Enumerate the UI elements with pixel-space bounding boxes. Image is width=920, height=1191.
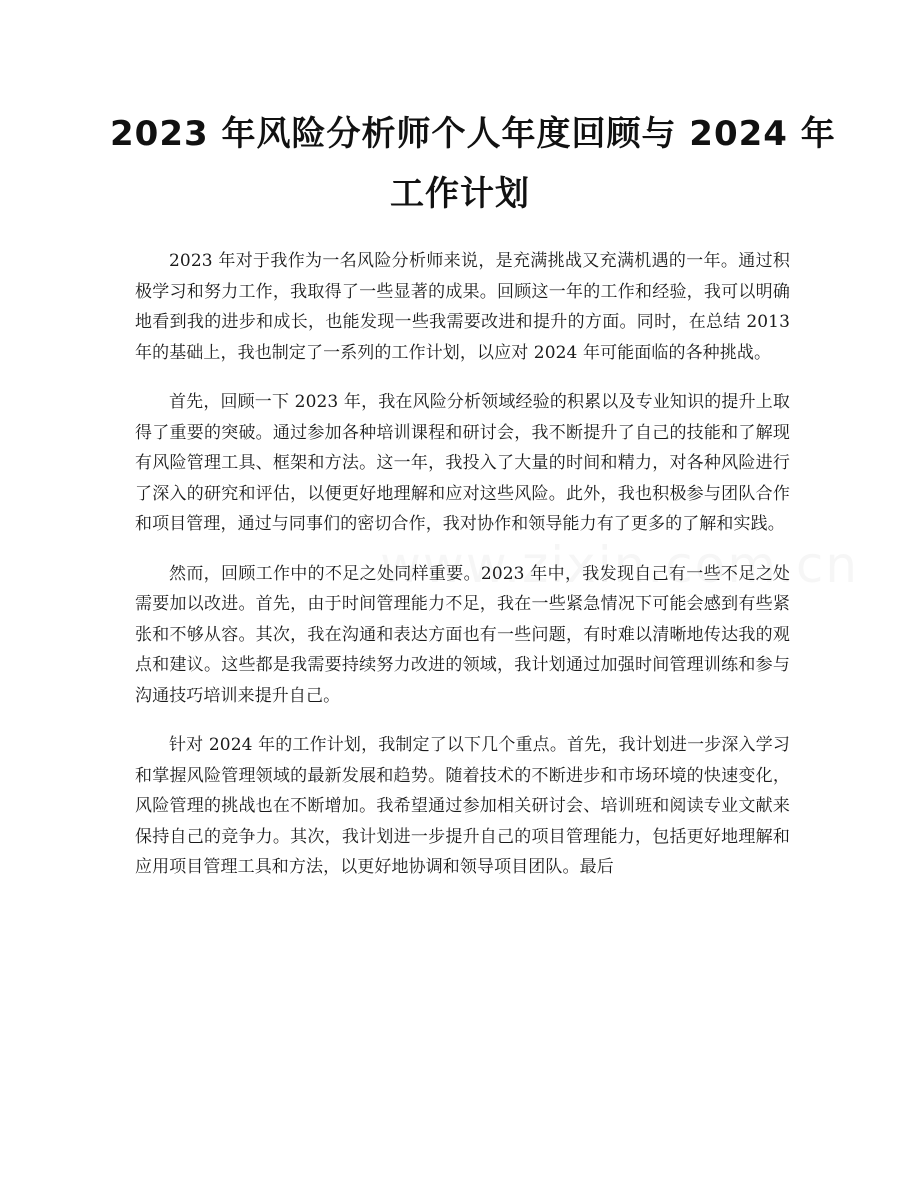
paragraph-review: 首先，回顾一下 2023 年，我在风险分析领域经验的积累以及专业知识的提升上取得了重要的突破。通过参加各种培训课程和研讨会，我不断提升了自己的技能和了解现有风险管理工具、框架和方法。这一年，我投入了大量的时间和精力，对各种风险进行了深入的研究和评估，以便更好地理解和应对这些风险。此外，我也积极参与团队合作和项目管理，通过与同事们的密切合作，我对协作和领导能力有了更多的了解和实践。 <box>135 392 790 534</box>
document-title <box>110 104 836 224</box>
document-body <box>135 246 790 902</box>
paragraph-plan: 针对 2024 年的工作计划，我制定了以下几个重点。首先，我计划进一步深入学习和掌握风险管理领域的最新发展和趋势。随着技术的不断进步和市场环境的快速变化，风险管理的挑战也在不断增加。我希望通过参加相关研讨会、培训班和阅读专业文献来保持自己的竞争力。其次，我计划进一步提升自己的项目管理能力，包括更好地理解和应用项目管理工具和方法，以更好地协调和领导项目团队。最后 <box>135 735 790 877</box>
title-line-1: 2023 年风险分析师个人年度回顾与 2024 年 <box>110 114 836 154</box>
paragraph-shortcomings: 然而，回顾工作中的不足之处同样重要。2023 年中，我发现自己有一些不足之处需要加以改进。首先，由于时间管理能力不足，我在一些紧急情况下可能会感到有些紧张和不够从容。其次，我在沟通和表达方面也有一些问题，有时难以清晰地传达我的观点和建议。这些都是我需要持续努力改进的领域，我计划通过加强时间管理训练和参与沟通技巧培训来提升自己。 <box>135 563 790 706</box>
title-line-2: 工作计划 <box>390 174 530 214</box>
paragraph-intro: 2023 年对于我作为一名风险分析师来说，是充满挑战又充满机遇的一年。通过积极学习和努力工作，我取得了一些显著的成果。回顾这一年的工作和经验，我可以明确地看到我的进步和成长，也能发现一些我需要改进和提升的方面。同时，在总结 2013 年的基础上，我也制定了一系列的工作计划，以应对 2024 年可能面临的各种挑战。 <box>135 251 790 363</box>
